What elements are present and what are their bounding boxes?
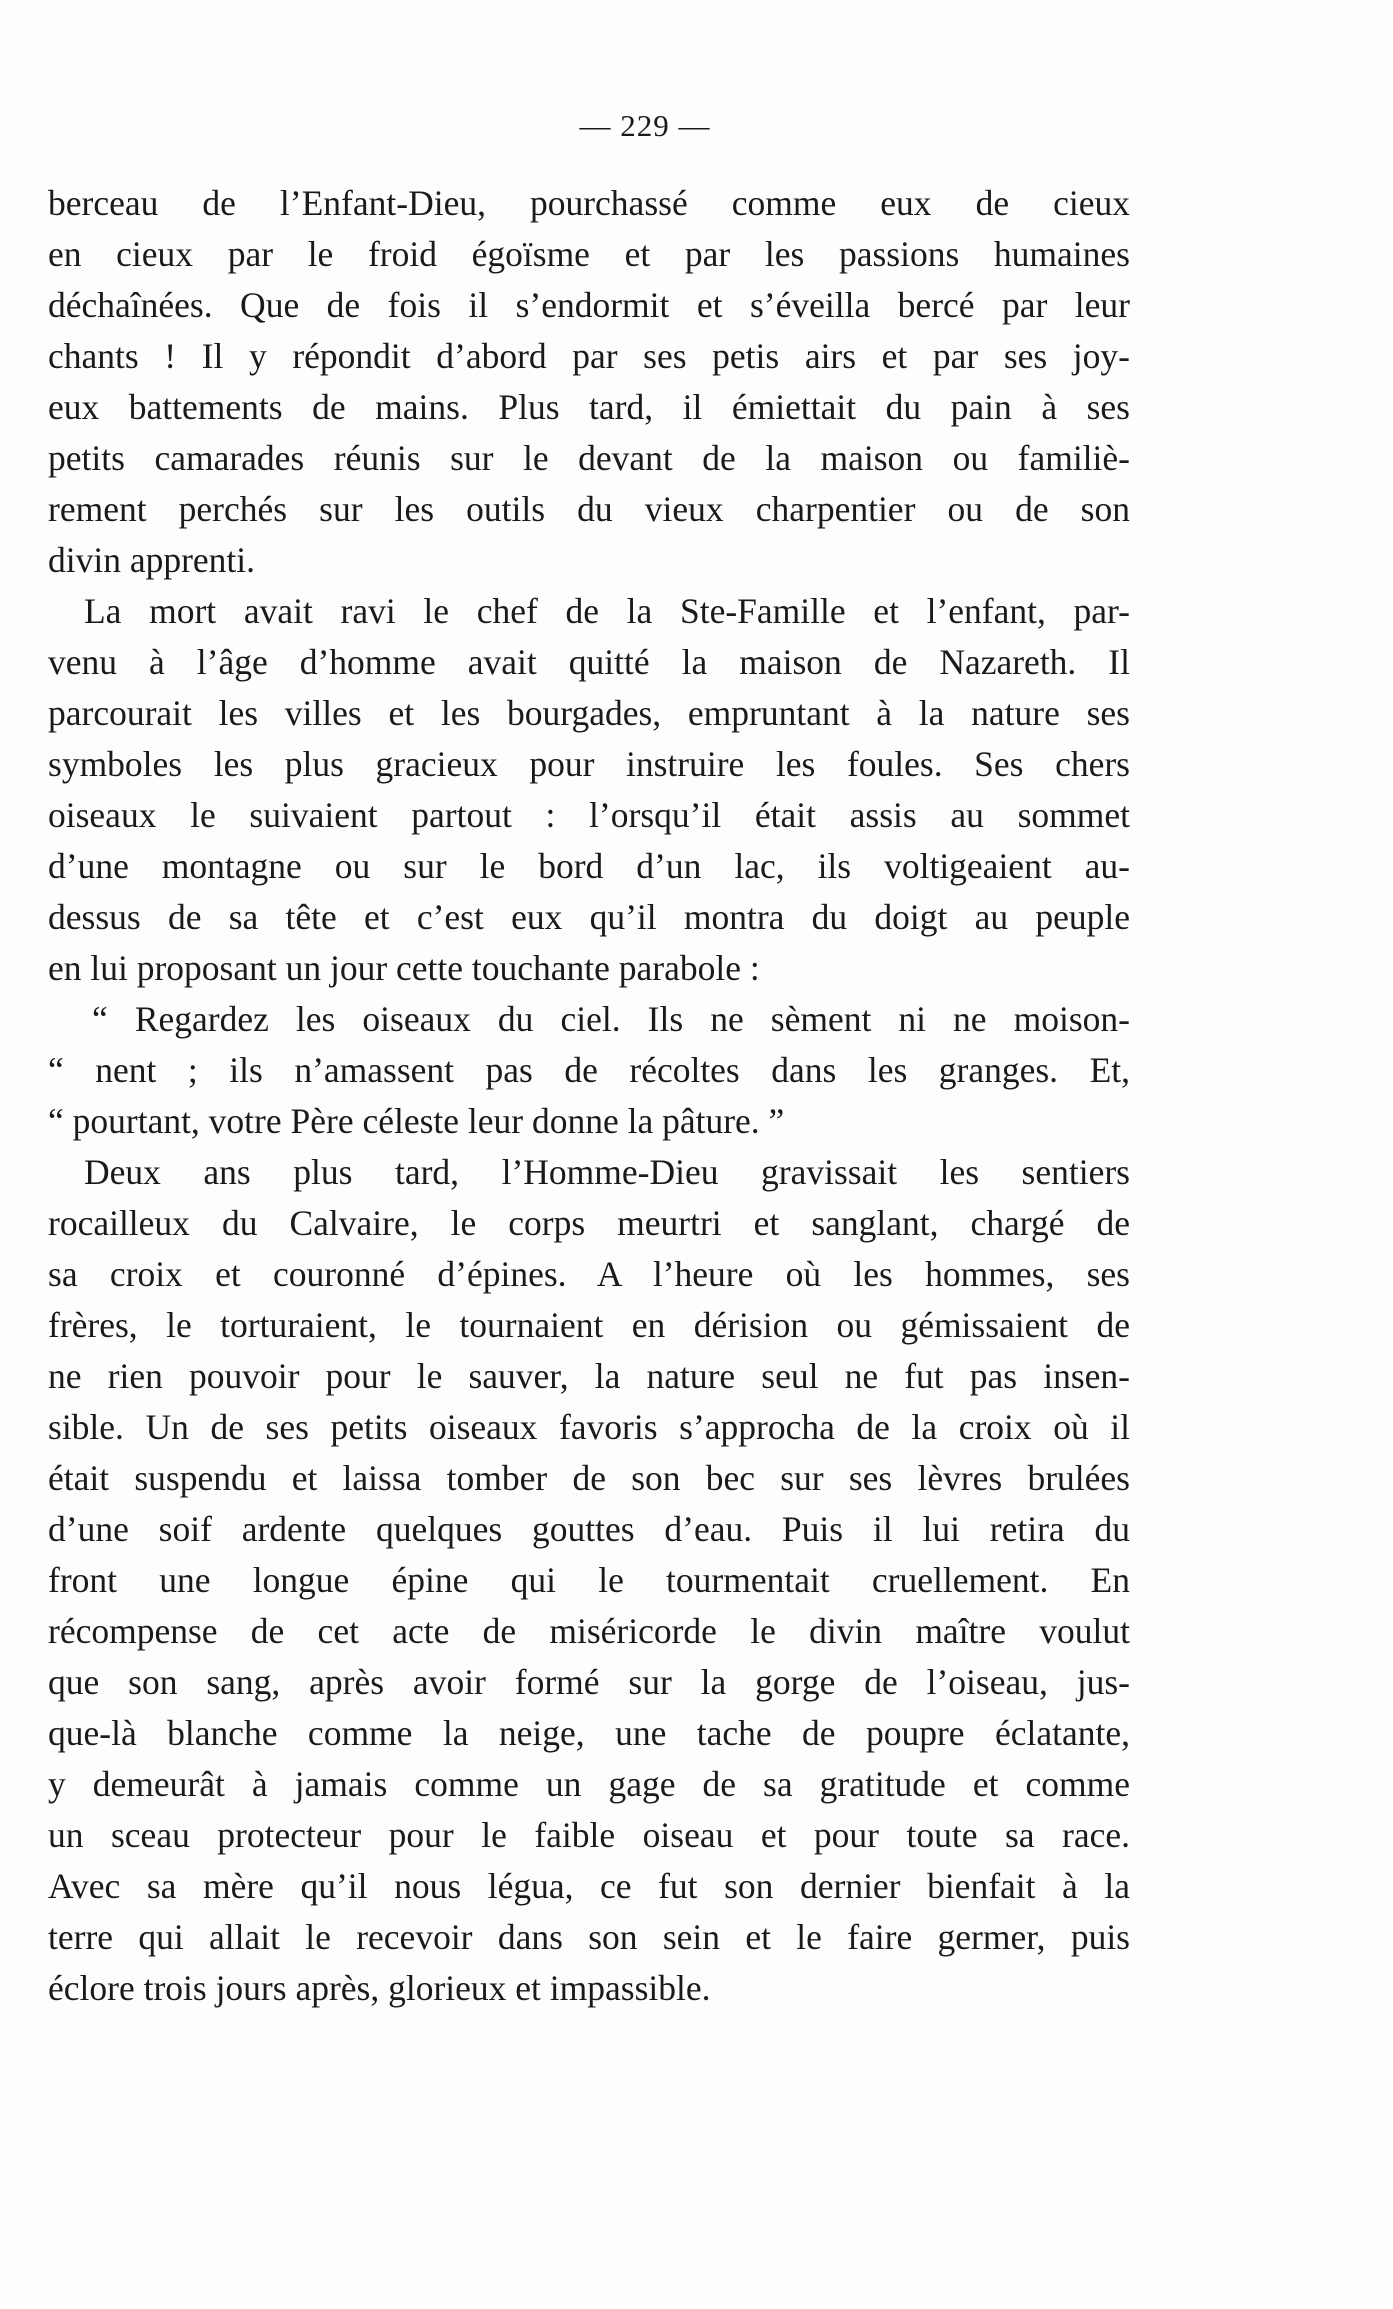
text-line: parcourait les villes et les bourgades, empruntant à la nature ses: [48, 693, 1130, 733]
text-line: “ pourtant, votre Père céleste leur donne la pâture. ”: [48, 1101, 785, 1141]
paragraph: [48, 586, 1130, 994]
text-line: Avec sa mère qu’il nous légua, ce fut son dernier bienfait à la: [48, 1866, 1130, 1906]
text-line: ne rien pouvoir pour le sauver, la nature seul ne fut pas insen-: [48, 1356, 1130, 1396]
text-line: sa croix et couronné d’épines. A l’heure où les hommes, ses: [48, 1254, 1130, 1294]
text-line: était suspendu et laissa tomber de son bec sur ses lèvres brulées: [48, 1458, 1130, 1498]
text-line: en lui proposant un jour cette touchante parabole :: [48, 948, 760, 988]
text-line: “ nent ; ils n’amassent pas de récoltes dans les granges. Et,: [48, 1050, 1130, 1090]
text-line: récompense de cet acte de miséricorde le divin maître voulut: [48, 1611, 1130, 1651]
text-line: La mort avait ravi le chef de la Ste-Famille et l’enfant, par-: [84, 591, 1130, 631]
quotation: [48, 994, 1130, 1147]
body-text: [48, 178, 1130, 2014]
text-line: que-là blanche comme la neige, une tache de poupre éclatante,: [48, 1713, 1130, 1753]
text-line: y demeurât à jamais comme un gage de sa gratitude et comme: [48, 1764, 1130, 1804]
text-line: d’une soif ardente quelques gouttes d’eau. Puis il lui retira du: [48, 1509, 1130, 1549]
text-line: front une longue épine qui le tourmentait cruellement. En: [48, 1560, 1130, 1600]
text-line: dessus de sa tête et c’est eux qu’il montra du doigt au peuple: [48, 897, 1130, 937]
text-line: Deux ans plus tard, l’Homme-Dieu gravissait les sentiers: [84, 1152, 1130, 1192]
text-line: chants ! Il y répondit d’abord par ses petis airs et par ses joy-: [48, 336, 1130, 376]
text-line: en cieux par le froid égoïsme et par les passions humaines: [48, 234, 1130, 274]
page-number: — 229 —: [579, 108, 711, 143]
text-line: éclore trois jours après, glorieux et impassible.: [48, 1968, 711, 2008]
text-line: petits camarades réunis sur le devant de la maison ou familiè-: [48, 438, 1130, 478]
text-line: déchaînées. Que de fois il s’endormit et s’éveilla bercé par leur: [48, 285, 1130, 325]
paragraph: [48, 178, 1130, 586]
text-line: d’une montagne ou sur le bord d’un lac, ils voltigeaient au-: [48, 846, 1130, 886]
text-line: eux battements de mains. Plus tard, il émiettait du pain à ses: [48, 387, 1130, 427]
text-line: frères, le torturaient, le tournaient en dérision ou gémissaient de: [48, 1305, 1130, 1345]
text-line: venu à l’âge d’homme avait quitté la maison de Nazareth. Il: [48, 642, 1130, 682]
paragraph: [48, 1147, 1130, 2014]
text-line: rocailleux du Calvaire, le corps meurtri et sanglant, chargé de: [48, 1203, 1130, 1243]
text-line: terre qui allait le recevoir dans son sein et le faire germer, puis: [48, 1917, 1130, 1957]
text-line: oiseaux le suivaient partout : l’orsqu’il était assis au sommet: [48, 795, 1130, 835]
text-line: symboles les plus gracieux pour instruire les foules. Ses chers: [48, 744, 1130, 784]
text-line: divin apprenti.: [48, 540, 256, 580]
text-line: rement perchés sur les outils du vieux charpentier ou de son: [48, 489, 1130, 529]
text-line: que son sang, après avoir formé sur la gorge de l’oiseau, jus-: [48, 1662, 1130, 1702]
text-line: un sceau protecteur pour le faible oiseau et pour toute sa race.: [48, 1815, 1130, 1855]
text-line: “ Regardez les oiseaux du ciel. Ils ne sèment ni ne moison-: [92, 999, 1130, 1039]
text-line: sible. Un de ses petits oiseaux favoris s’approcha de la croix où il: [48, 1407, 1130, 1447]
text-line: berceau de l’Enfant-Dieu, pourchassé comme eux de cieux: [48, 183, 1130, 223]
